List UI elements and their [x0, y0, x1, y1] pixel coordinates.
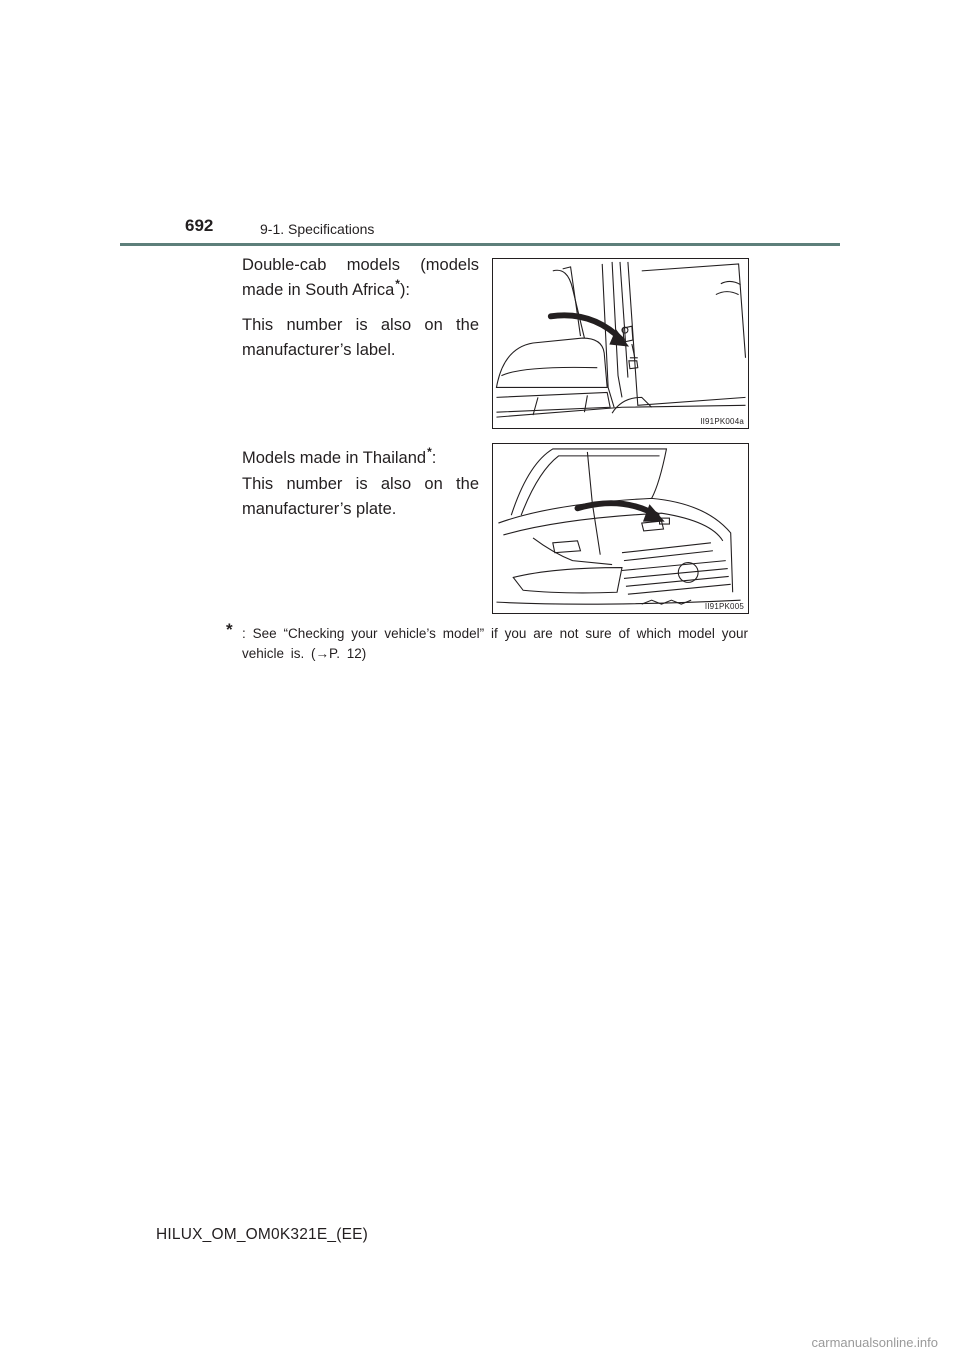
header-rule — [120, 243, 840, 246]
watermark: carmanualsonline.info — [811, 1335, 938, 1350]
door-pillar-illustration — [493, 259, 748, 428]
item-note: This number is also on the manufacturer’s label. — [242, 316, 479, 359]
page-number: 692 — [185, 216, 214, 235]
item-heading: Double-cab models (models made in South Africa*): — [242, 256, 479, 299]
asterisk-mark: * — [427, 445, 432, 459]
figure-code: II91PK004a — [700, 417, 744, 426]
item-thailand — [242, 446, 479, 522]
footer-doc-code: HILUX_OM_OM0K321E_(EE) — [156, 1226, 369, 1243]
figure-door-pillar — [492, 258, 749, 429]
item-note: This number is also on the manufacturer’s plate. — [242, 475, 479, 518]
footnote-text: : See “Checking your vehicle’s model” if you are not sure of which model your vehicle is. (→P. 12) — [242, 626, 748, 661]
section-title: 9-1. Specifications — [260, 221, 375, 237]
footnote — [226, 620, 748, 664]
item-double-cab — [242, 253, 479, 363]
figure-engine-hood — [492, 443, 749, 614]
item-heading: Models made in Thailand*: — [242, 445, 437, 467]
footnote-asterisk: * — [226, 620, 233, 639]
figure-code: II91PK005 — [704, 602, 744, 611]
engine-bay-illustration — [493, 444, 748, 613]
asterisk-mark: * — [395, 277, 400, 291]
